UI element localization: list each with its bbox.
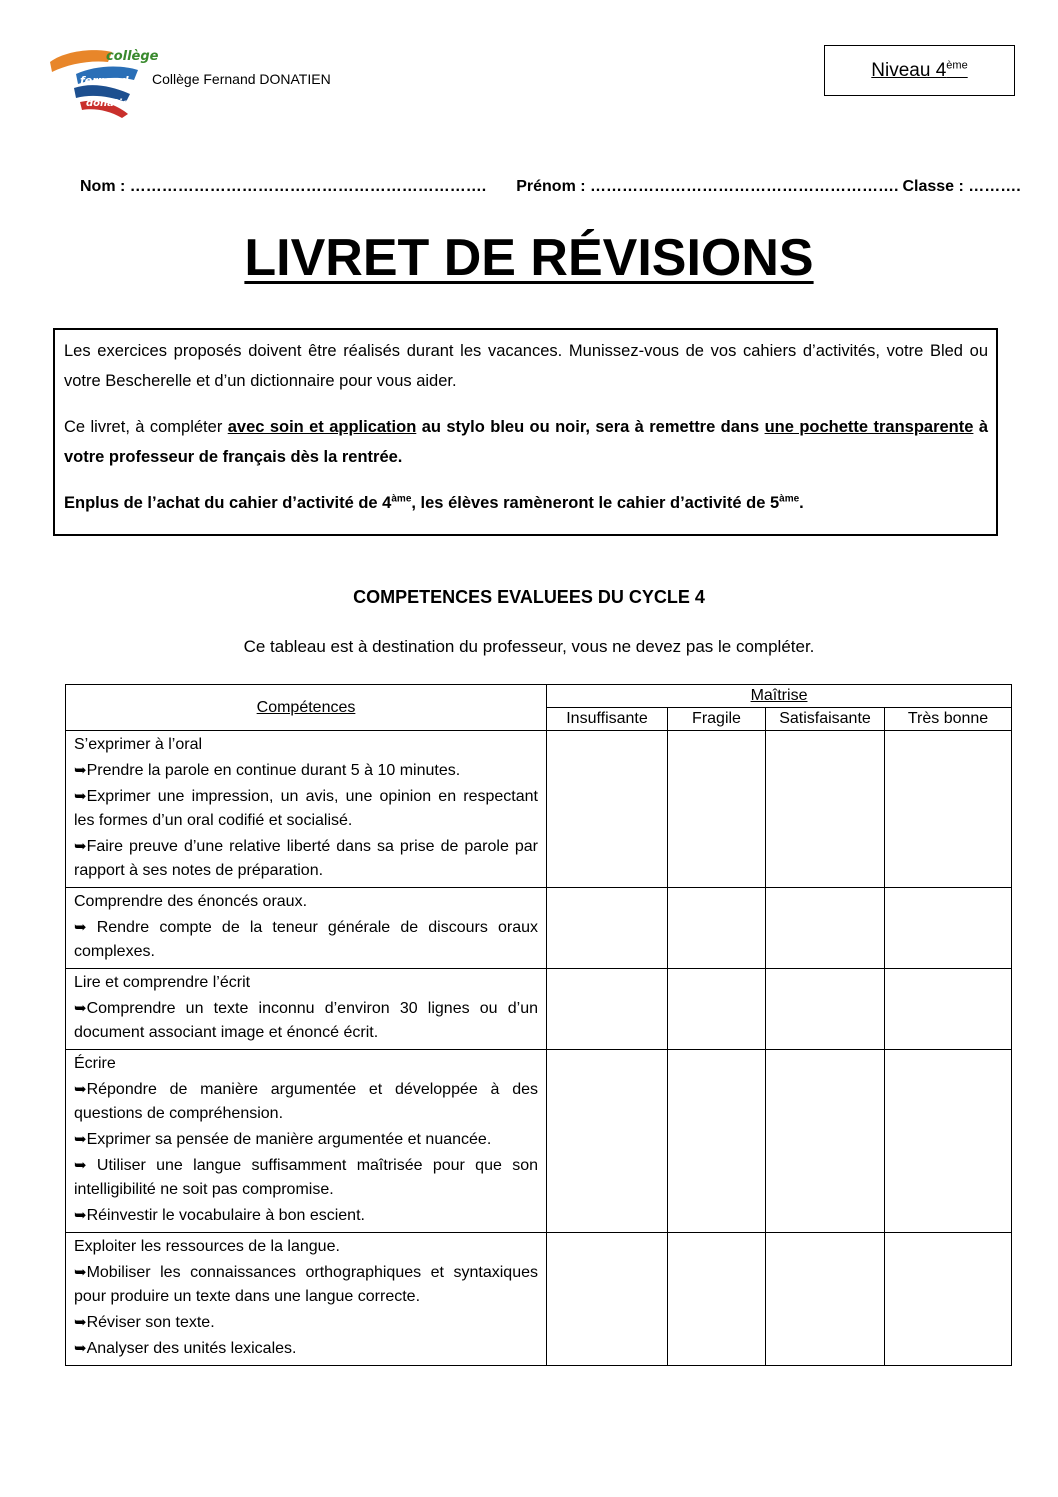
competence-cell: [66, 888, 547, 969]
nom-field[interactable]: Nom : ………………………………………………………….: [80, 178, 487, 195]
school-logo: [46, 40, 159, 120]
school-name: Collège Fernand DONATIEN: [152, 71, 331, 87]
table-row: [66, 969, 1012, 1050]
arrow-icon: ➥: [74, 1000, 87, 1017]
arrow-icon: ➥: [74, 788, 87, 805]
instructions-box: [53, 328, 998, 536]
evaluation-cell[interactable]: [885, 731, 1012, 888]
header-level: Fragile: [668, 708, 766, 731]
arrow-icon: ➥: [74, 1081, 87, 1098]
section-subtitle: Ce tableau est à destination du professeur, vous ne devez pas le compléter.: [243, 637, 815, 656]
header-level: Très bonne: [885, 708, 1012, 731]
competence-item: ➥ Rendre compte de la teneur générale de discours oraux complexes.: [74, 919, 538, 960]
niveau-superscript: ème: [946, 59, 968, 72]
evaluation-cell[interactable]: [547, 888, 668, 969]
evaluation-cell[interactable]: [766, 731, 885, 888]
niveau-box: [824, 45, 1015, 96]
competence-heading: S’exprimer à l’oral: [74, 736, 203, 753]
evaluation-cell[interactable]: [668, 731, 766, 888]
competence-cell: [66, 969, 547, 1050]
arrow-icon: ➥: [74, 1131, 87, 1148]
svg-text:donatien: donatien: [86, 98, 137, 109]
competences-table: [65, 684, 1012, 1366]
page-title: LIVRET DE RÉVISIONS: [244, 229, 814, 287]
evaluation-cell[interactable]: [766, 888, 885, 969]
niveau-label: Niveau 4ème: [871, 59, 968, 81]
evaluation-cell[interactable]: [668, 1233, 766, 1366]
arrow-icon: ➥: [74, 1207, 87, 1224]
classe-field[interactable]: Classe : ……….: [902, 178, 1021, 195]
competence-item: ➥Répondre de manière argumentée et développée à des questions de compréhension.: [74, 1081, 538, 1122]
competence-item: ➥ Utiliser une langue suffisamment maîtrisée pour que son intelligibilité ne soit pas compromise.: [74, 1157, 538, 1198]
header-maitrise: Maîtrise: [547, 685, 1012, 708]
evaluation-cell[interactable]: [547, 731, 668, 888]
svg-text:fernand: fernand: [80, 74, 129, 87]
arrow-icon: ➥: [74, 838, 87, 855]
evaluation-cell[interactable]: [885, 969, 1012, 1050]
evaluation-cell[interactable]: [885, 1233, 1012, 1366]
evaluation-cell[interactable]: [766, 1233, 885, 1366]
arrow-icon: ➥: [74, 1157, 87, 1174]
competence-cell: [66, 1050, 547, 1233]
identity-line: [80, 178, 1021, 196]
competence-item: ➥Faire preuve d’une relative liberté dans sa prise de parole par rapport à ses notes de préparation.: [74, 838, 538, 879]
evaluation-cell[interactable]: [547, 1050, 668, 1233]
competence-item: ➥Comprendre un texte inconnu d’environ 30 lignes ou d’un document associant image et énoncé écrit.: [74, 1000, 538, 1041]
section-title: COMPETENCES EVALUEES DU CYCLE 4: [353, 587, 705, 607]
header-level: Satisfaisante: [766, 708, 885, 731]
competence-cell: [66, 731, 547, 888]
competence-heading: Comprendre des énoncés oraux.: [74, 893, 308, 910]
arrow-icon: ➥: [74, 1314, 87, 1331]
table-row: [66, 731, 1012, 888]
competence-item: ➥Analyser des unités lexicales.: [74, 1340, 297, 1357]
instructions-paragraph-2: Ce livret, à compléter avec soin et application au stylo bleu ou noir, sera à remettre dans une pochette transparente à votre professeur de français dès la rentrée.: [64, 418, 988, 466]
table-row: [66, 1050, 1012, 1233]
header-level: Insuffisante: [547, 708, 668, 731]
competence-cell: [66, 1233, 547, 1366]
competence-item: ➥Exprimer une impression, un avis, une opinion en respectant les formes d’un oral codifié et socialisé.: [74, 788, 538, 829]
competence-item: ➥Exprimer sa pensée de manière argumentée et nuancée.: [74, 1131, 492, 1148]
evaluation-cell[interactable]: [547, 969, 668, 1050]
evaluation-cell[interactable]: [885, 1050, 1012, 1233]
competence-item: ➥Réviser son texte.: [74, 1314, 215, 1331]
evaluation-cell[interactable]: [668, 969, 766, 1050]
competence-item: ➥Mobiliser les connaissances orthographiques et syntaxiques pour produire un texte dans une langue correcte.: [74, 1264, 538, 1305]
arrow-icon: ➥: [74, 762, 87, 779]
table-row: [66, 888, 1012, 969]
competence-heading: Lire et comprendre l’écrit: [74, 974, 251, 991]
competence-heading: Exploiter les ressources de la langue.: [74, 1238, 340, 1255]
prenom-field[interactable]: Prénom : ………………………………………………….: [516, 178, 899, 195]
svg-text:collège: collège: [106, 49, 159, 64]
arrow-icon: ➥: [74, 1340, 87, 1357]
page-header: [0, 0, 1058, 140]
evaluation-cell[interactable]: [668, 888, 766, 969]
evaluation-cell[interactable]: [668, 1050, 766, 1233]
evaluation-cell[interactable]: [885, 888, 1012, 969]
competence-item: ➥Réinvestir le vocabulaire à bon escient.: [74, 1207, 365, 1224]
arrow-icon: ➥: [74, 1264, 87, 1281]
evaluation-cell[interactable]: [547, 1233, 668, 1366]
competence-heading: Écrire: [74, 1055, 116, 1072]
evaluation-cell[interactable]: [766, 1050, 885, 1233]
competence-item: ➥Prendre la parole en continue durant 5 à 10 minutes.: [74, 762, 461, 779]
evaluation-cell[interactable]: [766, 969, 885, 1050]
table-row: [66, 1233, 1012, 1366]
header-competences: Compétences: [66, 685, 547, 731]
instructions-paragraph-1: Les exercices proposés doivent être réalisés durant les vacances. Munissez-vous de vos cahiers d’activités, votre Bled ou votre Bescherelle et d’un dictionnaire pour vous aider.: [64, 342, 988, 390]
instructions-paragraph-3: Enplus de l’achat du cahier d’activité de $4^{àme}$, les élèves ramèneront le cahier d’activité de $5^{àme}$.: [64, 493, 804, 512]
arrow-icon: ➥: [74, 919, 87, 936]
